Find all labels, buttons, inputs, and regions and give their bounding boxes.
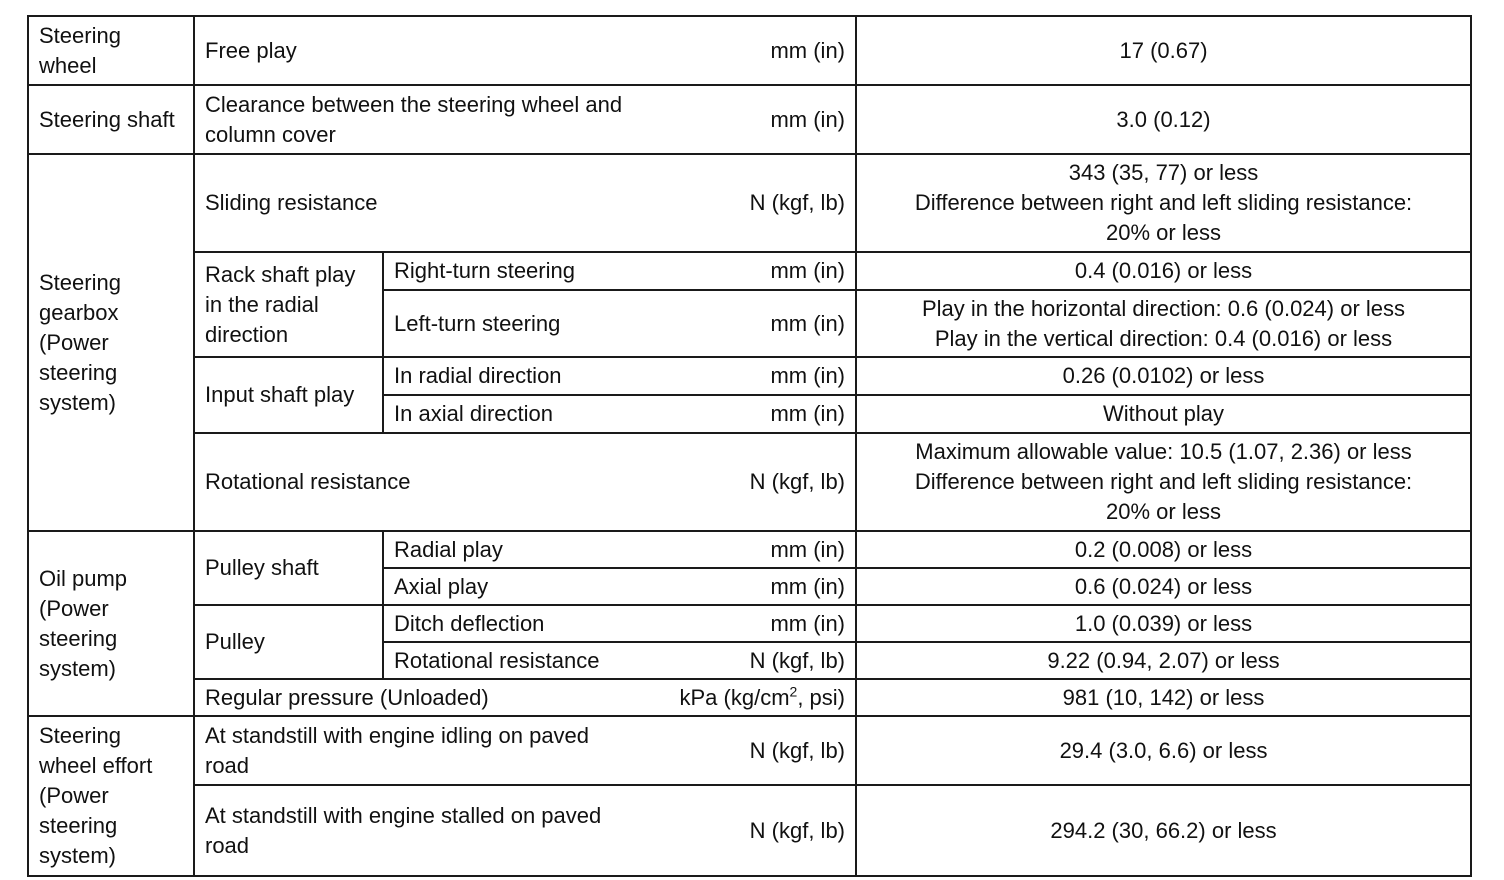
spec-item-cell <box>383 290 856 357</box>
spec-value: 9.22 (0.94, 2.07) or less <box>856 642 1471 679</box>
spec-item-cell <box>194 785 856 876</box>
spec-item-cell <box>194 433 856 531</box>
spec-value: 0.26 (0.0102) or less <box>856 357 1471 395</box>
spec-value: 0.6 (0.024) or less <box>856 568 1471 605</box>
table-row <box>28 531 1471 568</box>
group-label-steering-wheel: Steering wheel <box>28 16 194 85</box>
spec-item-cell <box>194 679 856 716</box>
spec-item-cell <box>383 531 856 568</box>
spec-value: 343 (35, 77) or less Difference between right and left sliding resistance: 20% or less <box>856 154 1471 252</box>
spec-item-cell <box>194 85 856 154</box>
item-label: Free play <box>205 37 297 63</box>
item-label: Radial play <box>394 536 503 562</box>
table-row <box>28 605 1471 642</box>
table-row <box>28 357 1471 395</box>
unit-label: N (kgf, lb) <box>749 190 846 215</box>
table-row <box>28 252 1471 290</box>
table-row <box>28 785 1471 876</box>
spec-value: 294.2 (30, 66.2) or less <box>856 785 1471 876</box>
unit-label: mm (in) <box>770 258 846 283</box>
group-label-steering-wheel-effort: Steering wheel effort (Power steering system) <box>28 716 194 876</box>
unit-label: N (kgf, lb) <box>749 469 846 494</box>
unit-label: mm (in) <box>770 37 846 63</box>
spec-item-cell <box>383 568 856 605</box>
table-row <box>28 716 1471 785</box>
spec-value: 3.0 (0.12) <box>856 85 1471 154</box>
item-label: At standstill with engine stalled on paved road <box>205 802 602 858</box>
item-label: At standstill with engine idling on paved road <box>205 722 590 778</box>
specification-table <box>27 15 1472 877</box>
spec-value: Without play <box>856 395 1471 433</box>
item-label: Axial play <box>394 573 489 599</box>
spec-value: 0.2 (0.008) or less <box>856 531 1471 568</box>
unit-label: mm (in) <box>770 363 846 388</box>
spec-item-cell <box>194 716 856 785</box>
item-label: Left-turn steering <box>394 310 561 336</box>
spec-value: 0.4 (0.016) or less <box>856 252 1471 290</box>
subgroup-label-pulley: Pulley <box>194 605 383 679</box>
unit-label: kPa ($kg/cm^2$, psi) <box>679 683 846 710</box>
spec-item-cell <box>383 605 856 642</box>
table-row <box>28 679 1471 716</box>
spec-value: 29.4 (3.0, 6.6) or less <box>856 716 1471 785</box>
unit-label: mm (in) <box>770 310 846 336</box>
subgroup-label-input-shaft: Input shaft play <box>194 357 383 433</box>
spec-item-cell <box>383 357 856 395</box>
unit-label: mm (in) <box>770 106 846 132</box>
item-label: Right-turn steering <box>394 258 575 283</box>
spec-value: 1.0 (0.039) or less <box>856 605 1471 642</box>
spec-value: 17 (0.67) <box>856 16 1471 85</box>
spec-item-cell <box>194 16 856 85</box>
spec-value: 981 (10, 142) or less <box>856 679 1471 716</box>
table-row <box>28 16 1471 85</box>
unit-label: mm (in) <box>770 573 846 599</box>
item-label: In radial direction <box>394 363 562 388</box>
item-label: Clearance between the steering wheel and column cover <box>205 91 623 147</box>
item-label: In axial direction <box>394 401 553 426</box>
group-label-oil-pump: Oil pump (Power steering system) <box>28 531 194 716</box>
subgroup-label-pulley-shaft: Pulley shaft <box>194 531 383 605</box>
spec-value: Play in the horizontal direction: 0.6 (0.024) or less Play in the vertical direction: 0.4 (0.016) or less <box>856 290 1471 357</box>
item-label: Sliding resistance <box>205 190 378 215</box>
spec-item-cell <box>194 154 856 252</box>
item-label: Rotational resistance <box>205 469 411 494</box>
unit-label: N (kgf, lb) <box>749 817 846 843</box>
unit-label: N (kgf, lb) <box>749 737 846 763</box>
unit-label: mm (in) <box>770 610 846 636</box>
item-label: Regular pressure (Unloaded) <box>205 684 489 710</box>
table-row <box>28 433 1471 531</box>
unit-label: mm (in) <box>770 401 846 426</box>
table-row <box>28 85 1471 154</box>
unit-label: N (kgf, lb) <box>749 647 846 673</box>
subgroup-label-rack-shaft: Rack shaft play in the radial direction <box>194 252 383 357</box>
spec-item-cell <box>383 642 856 679</box>
spec-item-cell <box>383 395 856 433</box>
group-label-steering-gearbox: Steering gearbox (Power steering system) <box>28 154 194 531</box>
table-row <box>28 154 1471 252</box>
spec-value: Maximum allowable value: 10.5 (1.07, 2.36) or less Difference between right and left sliding resistance: 20% or less <box>856 433 1471 531</box>
unit-label: mm (in) <box>770 536 846 562</box>
item-label: Ditch deflection <box>394 610 545 636</box>
spec-item-cell <box>383 252 856 290</box>
group-label-steering-shaft: Steering shaft <box>28 85 194 154</box>
item-label: Rotational resistance <box>394 647 600 673</box>
